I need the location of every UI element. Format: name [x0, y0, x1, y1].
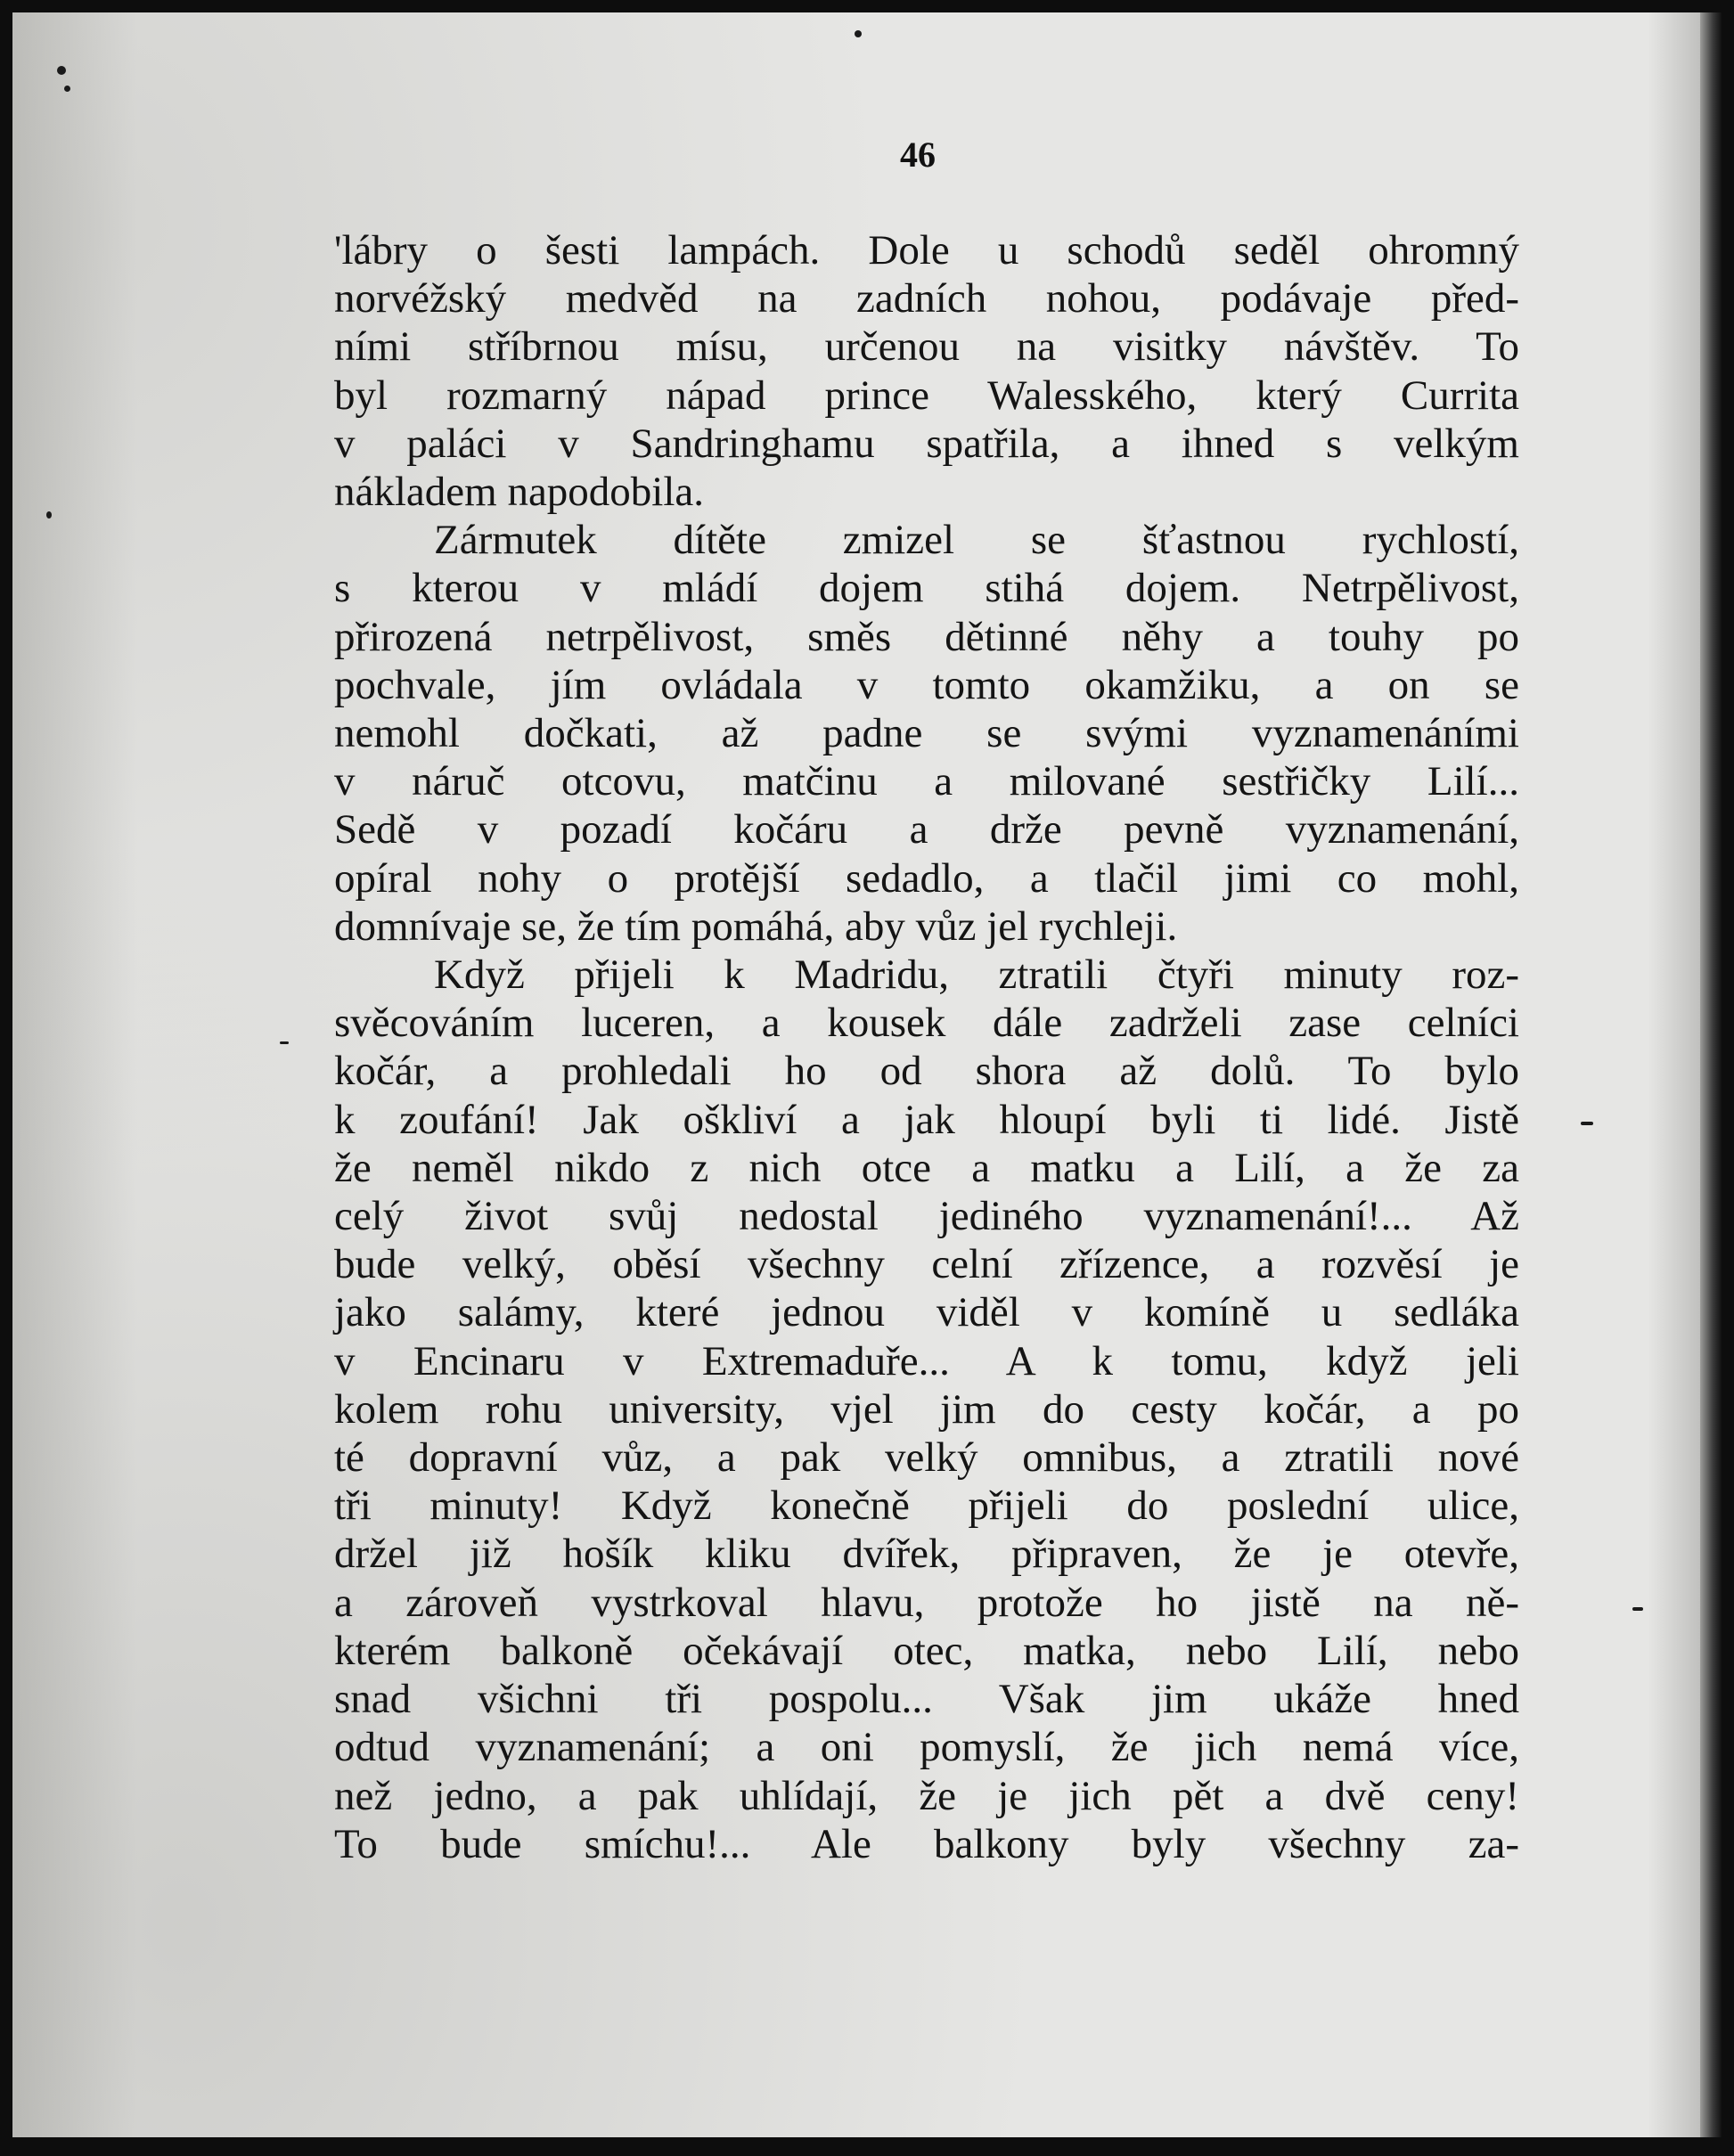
text-line: tři minuty! Když konečně přijeli do poslední ulice, — [334, 1482, 1519, 1530]
text-line: bude velký, oběsí všechny celní zřízence, a rozvěsí je — [334, 1241, 1519, 1288]
text-line: 'lábry o šesti lampách. Dole u schodů seděl ohromný — [334, 227, 1519, 274]
text-line: To bude smíchu!... Ale balkony byly všechny za- — [334, 1820, 1519, 1867]
text-line: norvéžský medvěd na zadních nohou, podávaje před- — [334, 275, 1519, 323]
text-line: byl rozmarný nápad prince Walesského, který Currita — [334, 372, 1519, 419]
text-line: kolem rohu university, vjel jim do cesty kočár, a po — [334, 1385, 1519, 1433]
text-line: ními stříbrnou mísu, určenou na visitky návštěv. To — [334, 323, 1519, 371]
text-line: než jedno, a pak uhlídají, že je jich pět a dvě ceny! — [334, 1772, 1519, 1819]
text-line: pochvale, jím ovládala v tomto okamžiku, a on se — [334, 661, 1519, 708]
text-line: že neměl nikdo z nich otce a matku a Lilí, a že za — [334, 1144, 1519, 1191]
text-line: Když přijeli k Madridu, ztratili čtyři minuty roz- — [434, 951, 1519, 999]
ink-speck — [855, 30, 862, 37]
page-edge-shadow — [1700, 12, 1722, 2137]
text-line: kočár, a prohledali ho od shora až dolů. To bylo — [334, 1048, 1519, 1095]
text-line: domnívaje se, že tím pomáhá, aby vůz jel rychleji. — [334, 902, 1178, 950]
text-line: s kterou v mládí dojem stihá dojem. Netrpělivost, — [334, 565, 1519, 612]
text-line: držel již hošík kliku dvířek, připraven, že je otevře, — [334, 1531, 1519, 1578]
body-text — [334, 226, 1519, 1868]
text-line: jako salámy, které jednou viděl v komíně u sedláka — [334, 1289, 1519, 1336]
text-line: nemohl dočkati, až padne se svými vyznamenáními — [334, 710, 1519, 757]
text-line: Zármutek dítěte zmizel se šťastnou rychlostí, — [434, 517, 1519, 564]
text-line: celý život svůj nedostal jediného vyznamenání!... Až — [334, 1193, 1519, 1240]
text-line: v Encinaru v Extremaduře... A k tomu, když jeli — [334, 1337, 1519, 1384]
text-line: kterém balkoně očekávají otec, matka, nebo Lilí, nebo — [334, 1627, 1519, 1674]
text-line: k zoufání! Jak oškliví a jak hloupí byli ti lidé. Jistě — [334, 1096, 1519, 1143]
text-line: snad všichni tři pospolu... Však jim ukáže hned — [334, 1676, 1519, 1723]
text-line: té dopravní vůz, a pak velký omnibus, a ztratili nové — [334, 1434, 1519, 1482]
ink-speck — [280, 1041, 289, 1044]
ink-speck — [1581, 1122, 1593, 1125]
text-line: opíral nohy o protější sedadlo, a tlačil jimi co mohl, — [334, 854, 1519, 902]
ink-speck — [64, 86, 70, 92]
text-line: v náruč otcovu, matčinu a milované sestřičky Lilí... — [334, 758, 1519, 805]
text-line: Sedě v pozadí kočáru a drže pevně vyznamenání, — [334, 806, 1519, 853]
ink-speck — [1632, 1607, 1643, 1611]
page-number: 46 — [900, 135, 936, 175]
text-line: a zároveň vystrkoval hlavu, protože ho jistě na ně- — [334, 1579, 1519, 1626]
text-line: v paláci v Sandringhamu spatřila, a ihned s velkým — [334, 420, 1519, 467]
text-line: svěcováním luceren, a kousek dále zadrželi zase celníci — [334, 1000, 1519, 1047]
ink-speck — [46, 511, 52, 519]
text-line: přirozená netrpělivost, směs dětinné něhy a touhy po — [334, 613, 1519, 660]
ink-speck — [57, 66, 66, 75]
text-line: nákladem napodobila. — [334, 469, 705, 516]
text-line: odtud vyznamenání; a oni pomyslí, že jich nemá více, — [334, 1724, 1519, 1771]
